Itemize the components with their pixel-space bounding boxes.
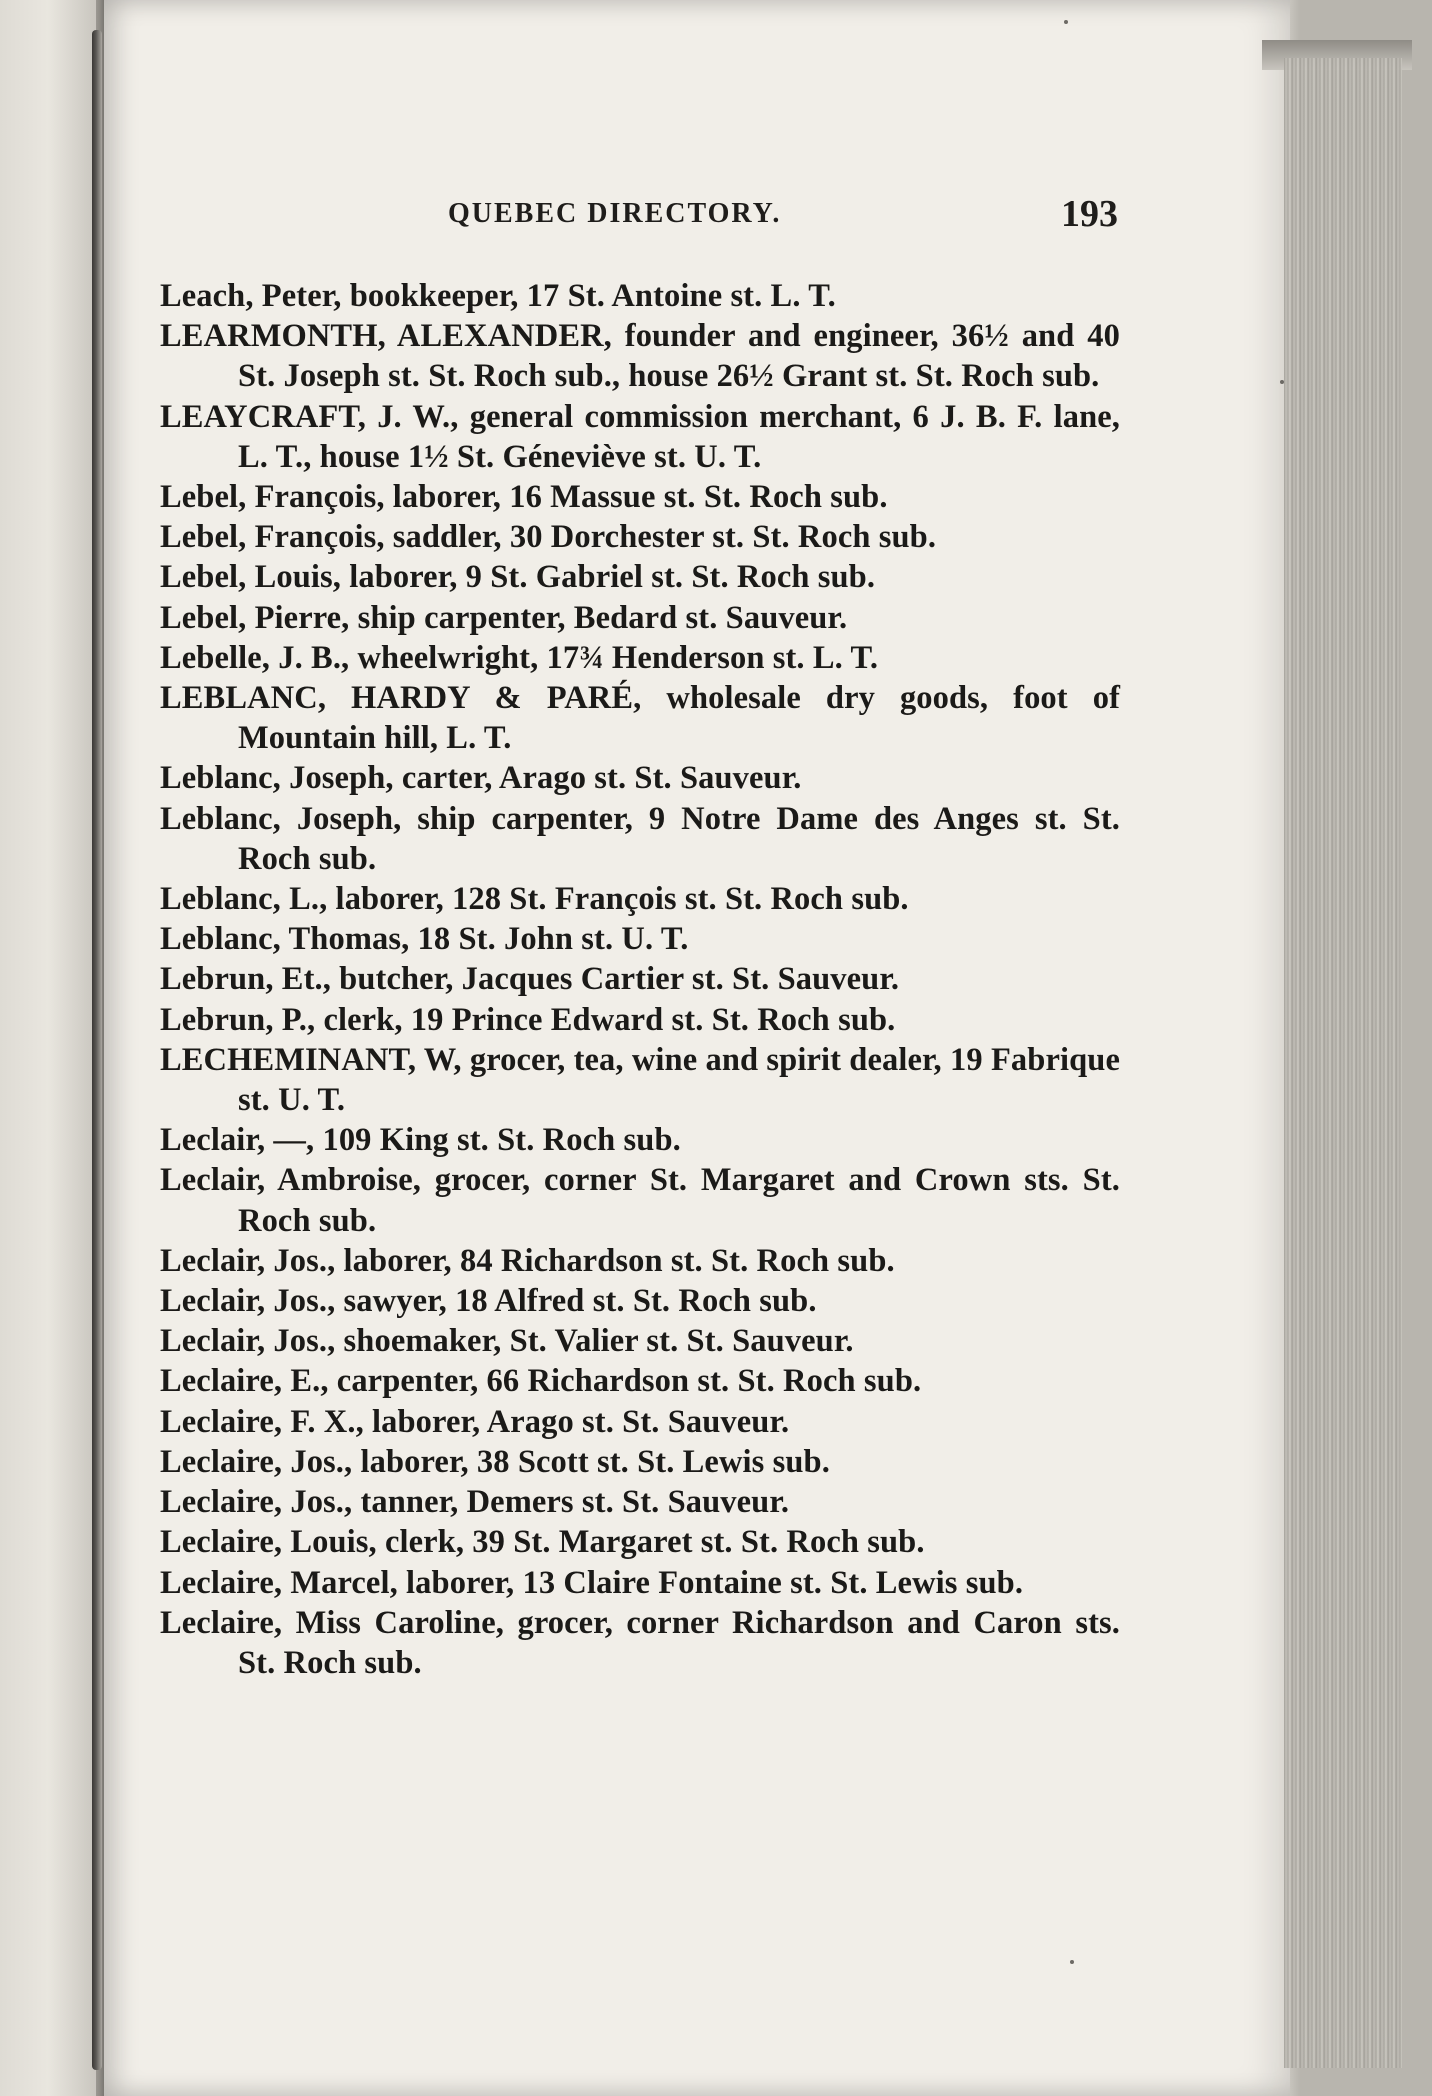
directory-entry: Leclaire, F. X., laborer, Arago st. St. Sauveur. bbox=[160, 1403, 790, 1440]
paper-speck bbox=[1280, 380, 1284, 384]
directory-entry: LEARMONTH, ALEXANDER, founder and engineer, 36½ and 40 St. Joseph st. St. Roch sub., house 26½ Grant st. St. Roch sub. bbox=[160, 318, 1120, 395]
directory-entry: Leclaire, Miss Caroline, grocer, corner Richardson and Caron sts. St. Roch sub. bbox=[160, 1604, 1120, 1681]
directory-entry: LECHEMINANT, W, grocer, tea, wine and spirit dealer, 19 Fabrique st. U. T. bbox=[160, 1041, 1120, 1119]
directory-entry: Leblanc, Joseph, ship carpenter, 9 Notre Dame des Anges st. St. Roch sub. bbox=[160, 800, 1120, 877]
directory-entry: Lebrun, Et., butcher, Jacques Cartier st. St. Sauveur. bbox=[160, 961, 900, 998]
directory-entry: LEAYCRAFT, J. W., general commission merchant, 6 J. B. F. lane, L. T., house 1½ St. Géneviève st. U. T. bbox=[160, 398, 1120, 475]
directory-entry: Leclaire, Jos., laborer, 38 Scott st. St. Lewis sub. bbox=[160, 1443, 830, 1480]
directory-entry: Lebel, François, saddler, 30 Dorchester st. St. Roch sub. bbox=[160, 519, 937, 556]
directory-entry: LEBLANC, HARDY & PARÉ, wholesale dry goods, foot of Mountain hill, L. T. bbox=[160, 680, 1120, 757]
directory-entry: Leblanc, Thomas, 18 St. John st. U. T. bbox=[160, 921, 689, 958]
page-header bbox=[448, 193, 1118, 242]
page-number: 193 bbox=[1061, 193, 1118, 235]
directory-entry: Leblanc, L., laborer, 128 St. François st. St. Roch sub. bbox=[160, 881, 909, 918]
directory-entry: Leblanc, Joseph, carter, Arago st. St. Sauveur. bbox=[160, 760, 802, 797]
running-head: QUEBEC DIRECTORY. bbox=[448, 198, 782, 229]
directory-entry: Leclaire, Louis, clerk, 39 St. Margaret st. St. Roch sub. bbox=[160, 1524, 925, 1561]
paper-speck bbox=[1064, 20, 1068, 24]
directory-entry: Lebelle, J. B., wheelwright, 17¾ Henderson st. L. T. bbox=[160, 639, 879, 676]
page-stack-edges bbox=[1284, 58, 1402, 2068]
directory-entry: Lebel, Louis, laborer, 9 St. Gabriel st. St. Roch sub. bbox=[160, 559, 876, 596]
directory-entry: Leclair, Jos., shoemaker, St. Valier st. St. Sauveur. bbox=[160, 1323, 854, 1360]
book-gutter bbox=[92, 30, 102, 2070]
directory-entry: Leclair, —, 109 King st. St. Roch sub. bbox=[160, 1122, 681, 1159]
directory-entry: Leach, Peter, bookkeeper, 17 St. Antoine st. L. T. bbox=[160, 278, 836, 314]
paper-speck bbox=[1070, 1960, 1074, 1964]
directory-entries bbox=[160, 276, 1120, 1683]
directory-entry: Leclaire, Marcel, laborer, 13 Claire Fontaine st. St. Lewis sub. bbox=[160, 1564, 1024, 1601]
left-page-edge bbox=[0, 0, 96, 2096]
directory-entry: Lebel, Pierre, ship carpenter, Bedard st. Sauveur. bbox=[160, 599, 848, 636]
directory-entry: Leclair, Ambroise, grocer, corner St. Margaret and Crown sts. St. Roch sub. bbox=[160, 1162, 1120, 1239]
directory-entry: Leclaire, Jos., tanner, Demers st. St. Sauveur. bbox=[160, 1484, 790, 1521]
directory-entry: Leclair, Jos., sawyer, 18 Alfred st. St. Roch sub. bbox=[160, 1283, 817, 1320]
directory-entry: Lebel, François, laborer, 16 Massue st. St. Roch sub. bbox=[160, 479, 888, 516]
directory-entry: Leclaire, E., carpenter, 66 Richardson st. St. Roch sub. bbox=[160, 1363, 922, 1400]
directory-entry: Leclair, Jos., laborer, 84 Richardson st. St. Roch sub. bbox=[160, 1242, 895, 1279]
directory-entry: Lebrun, P., clerk, 19 Prince Edward st. St. Roch sub. bbox=[160, 1001, 896, 1038]
